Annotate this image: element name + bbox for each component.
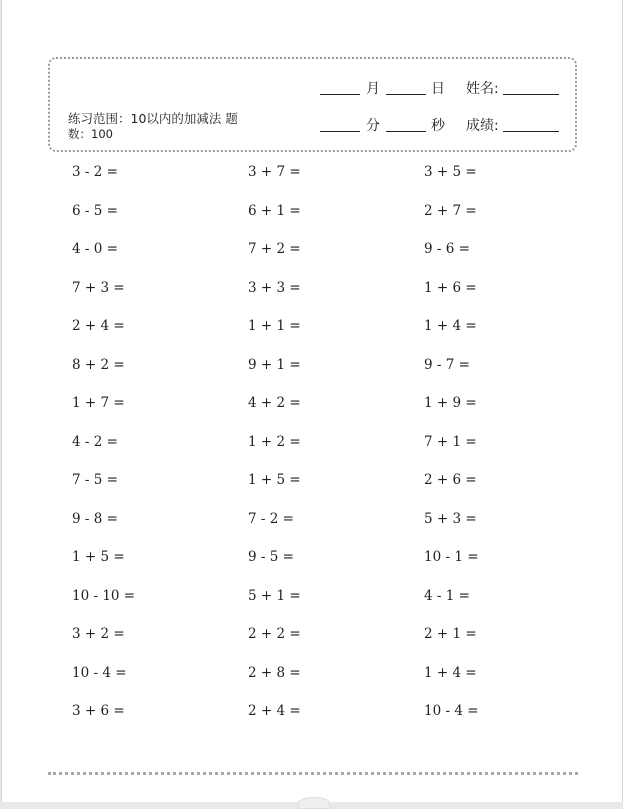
math-problem: 7 + 2 = bbox=[248, 241, 301, 257]
worksheet-page bbox=[1, 0, 623, 802]
math-problem: 2 + 4 = bbox=[248, 703, 301, 719]
month-label: 月 bbox=[366, 81, 380, 97]
name-blank[interactable] bbox=[503, 94, 559, 95]
math-problem: 4 + 2 = bbox=[248, 395, 301, 411]
name-label: 姓名: bbox=[466, 81, 499, 97]
math-problem: 7 - 2 = bbox=[248, 510, 294, 527]
math-problem: 4 - 1 = bbox=[424, 587, 470, 604]
math-problem: 1 + 1 = bbox=[248, 318, 301, 334]
math-problem: 9 - 5 = bbox=[248, 549, 294, 565]
math-problem: 1 + 4 = bbox=[424, 664, 477, 681]
minute-label: 分 bbox=[366, 118, 380, 134]
date-name-row bbox=[50, 81, 579, 99]
math-problem: 8 + 2 = bbox=[72, 356, 125, 373]
math-problem: 3 + 5 = bbox=[424, 164, 477, 180]
math-problem: 2 + 4 = bbox=[72, 318, 125, 334]
math-problem: 1 + 5 = bbox=[72, 549, 125, 565]
math-problem: 7 - 5 = bbox=[72, 472, 118, 488]
math-problem: 6 - 5 = bbox=[72, 202, 118, 219]
time-score-row bbox=[50, 118, 579, 136]
math-problem: 9 + 1 = bbox=[248, 356, 301, 373]
day-label: 日 bbox=[431, 81, 445, 97]
math-problem: 4 - 2 = bbox=[72, 433, 118, 450]
math-problem: 1 + 9 = bbox=[424, 395, 477, 411]
math-problem: 2 + 7 = bbox=[424, 202, 477, 219]
math-problem: 3 - 2 = bbox=[72, 164, 118, 180]
math-problem: 10 - 4 = bbox=[72, 664, 127, 681]
math-problem: 1 + 5 = bbox=[248, 472, 301, 488]
math-problem: 2 + 1 = bbox=[424, 626, 477, 642]
math-problem: 3 + 2 = bbox=[72, 626, 125, 642]
math-problem: 7 + 3 = bbox=[72, 279, 125, 296]
math-problem: 5 + 1 = bbox=[248, 587, 301, 604]
question-count-text: 数：100 bbox=[68, 127, 113, 141]
math-problem: 3 + 3 = bbox=[248, 279, 301, 296]
math-problem: 2 + 6 = bbox=[424, 472, 477, 488]
minute-blank[interactable] bbox=[320, 131, 360, 132]
day-blank[interactable] bbox=[386, 94, 426, 95]
score-blank[interactable] bbox=[503, 131, 559, 132]
practice-range-text: 练习范围：10以内的加减法 题 bbox=[68, 111, 238, 126]
second-label: 秒 bbox=[431, 118, 445, 134]
math-problem: 5 + 3 = bbox=[424, 510, 477, 527]
month-blank[interactable] bbox=[320, 94, 360, 95]
math-problem: 9 - 7 = bbox=[424, 356, 470, 373]
math-problem: 10 - 4 = bbox=[424, 703, 479, 719]
math-problem: 2 + 2 = bbox=[248, 626, 301, 642]
math-problem: 4 - 0 = bbox=[72, 241, 118, 257]
math-problem: 7 + 1 = bbox=[424, 433, 477, 450]
worksheet-header bbox=[48, 57, 577, 152]
footer-divider bbox=[48, 772, 578, 775]
second-blank[interactable] bbox=[386, 131, 426, 132]
math-problem: 10 - 1 = bbox=[424, 549, 479, 565]
math-problem: 1 + 6 = bbox=[424, 279, 477, 296]
math-problem: 1 + 4 = bbox=[424, 318, 477, 334]
math-problem: 10 - 10 = bbox=[72, 587, 136, 604]
math-problem: 3 + 6 = bbox=[72, 703, 125, 719]
math-problem: 9 - 6 = bbox=[424, 241, 470, 257]
math-problem: 1 + 2 = bbox=[248, 433, 301, 450]
math-problem: 9 - 8 = bbox=[72, 510, 118, 527]
score-label: 成绩: bbox=[466, 118, 499, 134]
math-problem: 6 + 1 = bbox=[248, 202, 301, 219]
page-tab bbox=[298, 797, 330, 809]
math-problem: 1 + 7 = bbox=[72, 395, 125, 411]
math-problem: 3 + 7 = bbox=[248, 164, 301, 180]
math-problem: 2 + 8 = bbox=[248, 664, 301, 681]
